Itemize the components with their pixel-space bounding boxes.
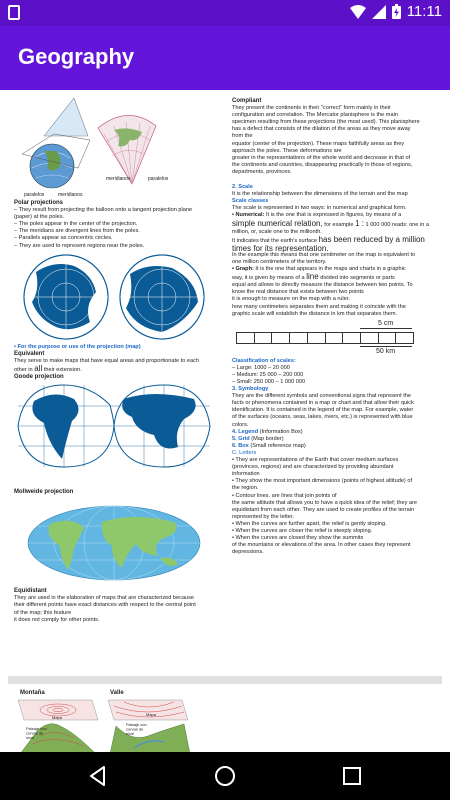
polar-list bbox=[14, 207, 214, 250]
letters-line: the region. bbox=[232, 485, 259, 492]
scale-top-label: 5 cm bbox=[378, 319, 394, 327]
fig-montana-label-curvas: curvas de bbox=[26, 730, 44, 736]
numerical-example: for example bbox=[324, 221, 354, 228]
page-divider bbox=[8, 676, 442, 684]
letters-list bbox=[232, 457, 440, 556]
compliant-line: configuration and correlation. The Mercator planisphere is the main bbox=[232, 112, 398, 119]
compliant-line: departments, provinces. bbox=[232, 168, 292, 175]
numerical-line2 bbox=[232, 220, 440, 229]
letters-line: the same altitude that allows you to have a quick idea of the relief; they are bbox=[232, 499, 418, 506]
status-icons bbox=[350, 3, 442, 20]
left-column bbox=[14, 96, 214, 624]
sd-card-icon bbox=[8, 5, 20, 20]
grid-label: 5. Grid bbox=[232, 435, 250, 442]
compliant-title: Compliant bbox=[232, 98, 262, 104]
polar-line: – They result from projecting the balloon onto a tangent projection plane bbox=[14, 207, 193, 214]
mollweide-title: Mollweide projection bbox=[14, 489, 74, 496]
scale-title: 2. Scale bbox=[232, 184, 253, 191]
compliant-line: greater in the representations of the whole world and decrease in that of bbox=[232, 154, 411, 161]
graph-line1 bbox=[232, 266, 440, 273]
polar-title: Polar projections bbox=[14, 200, 64, 206]
goode-map-image bbox=[14, 381, 214, 471]
graph-line2-big: line bbox=[306, 272, 319, 282]
letters-line: of the mountains or elevations of the area. In other cases they represent bbox=[232, 542, 411, 549]
graph-line: know the real distance that exists between two points bbox=[232, 289, 364, 296]
scale-bottom-line bbox=[360, 346, 412, 347]
grid-text: (Map border) bbox=[251, 435, 284, 442]
symbology-line: identification. It is contained in the legend of the map. For example, water bbox=[232, 407, 414, 414]
equidistant-list bbox=[14, 595, 214, 623]
fig-montana-label-nivel: nivel bbox=[26, 735, 35, 740]
indicates-big: has been reduced by a million bbox=[318, 234, 425, 244]
numerical-reads: 1 000 000 reads: one in a bbox=[365, 221, 429, 228]
compliant-line: equator (center of the projection). These maps faithfully areas as they bbox=[232, 140, 405, 147]
grid-line bbox=[232, 436, 440, 443]
polar-line: (paper) at the poles. bbox=[14, 214, 65, 221]
compliant-line: approach the poles. These deformations are bbox=[232, 147, 342, 154]
status-time: 11:11 bbox=[406, 3, 442, 20]
status-bar bbox=[0, 0, 450, 26]
contour-figures bbox=[14, 686, 214, 752]
scale-classes-title: Scale classes bbox=[232, 198, 269, 205]
box-text: (Small reference map) bbox=[250, 442, 306, 449]
navigation-bar bbox=[0, 752, 450, 800]
wifi-icon bbox=[350, 5, 366, 19]
scale-bar bbox=[236, 332, 414, 344]
letters-line: • Contour lines. are lines that join points of bbox=[232, 492, 337, 499]
compliant-line: specimen resulting from these projections (the most used). This planisphere bbox=[232, 119, 420, 126]
signal-icon bbox=[372, 5, 386, 19]
letters-line: equidistant from each other. They are used to create profiles of the terrain bbox=[232, 506, 415, 513]
graph-line2-b: divided into segments or parts bbox=[320, 275, 395, 282]
app-title: Geography bbox=[18, 44, 135, 69]
fig-valle-label-mapa: Mapa bbox=[146, 712, 157, 717]
polar-line: – They are used to represent regions near the poles. bbox=[14, 242, 145, 249]
equivalent-line2 bbox=[14, 365, 214, 374]
compliant-line: from the bbox=[232, 133, 253, 140]
letters-line: information bbox=[232, 471, 260, 478]
numerical-line3: million, or, scale one to the millionth. bbox=[232, 228, 322, 235]
numerical-label: • Numerical: bbox=[232, 212, 265, 219]
letters-line: represented by the letter. bbox=[232, 513, 294, 520]
box-line bbox=[232, 443, 440, 450]
classification-title: Classification of scales: bbox=[232, 357, 296, 364]
classification-line: – Medium: 25 000 – 200 000 bbox=[232, 371, 304, 378]
symbology-line: They are the different symbols and conventional signs that represent the bbox=[232, 393, 412, 400]
legend-label: 4. Legend bbox=[232, 428, 259, 435]
polar-line: – Parallels appear as concentric circles. bbox=[14, 235, 113, 242]
equivalent-line2-a: other in bbox=[14, 366, 33, 373]
equivalent-title: Equivalent bbox=[14, 350, 45, 357]
polar-line: – The poles appear in the center of the projection. bbox=[14, 221, 138, 228]
letters-line: • When the curves are closer the relief is steeply sloping. bbox=[232, 527, 373, 534]
numerical-big1: simple numerical relation, bbox=[232, 218, 323, 228]
equidistant-line: their different points have exact distances with respect to the central point bbox=[14, 602, 196, 609]
equidistant-line: it does not comply for other points. bbox=[14, 616, 100, 623]
equivalent-line2-c: their extension. bbox=[43, 366, 82, 373]
right-column bbox=[232, 96, 440, 556]
letters-line: (provinces, regions) and are characterized by providing abundant bbox=[232, 464, 394, 471]
letters-line: depressions. bbox=[232, 549, 264, 556]
polar-line: – The meridians are divergent lines from the poles. bbox=[14, 228, 140, 235]
recents-icon[interactable] bbox=[340, 764, 364, 788]
symbology-title: 3. Symbology bbox=[232, 386, 269, 393]
example-line: one million centimeters of the territory. bbox=[232, 258, 327, 265]
goode-title: Goode projection bbox=[14, 374, 64, 381]
fig-valle-label-curvas: curvas de bbox=[126, 726, 144, 732]
polar-map-image bbox=[14, 252, 214, 342]
classification-line: – Large: 1000 – 20 000 bbox=[232, 364, 290, 371]
mollweide-map-image bbox=[14, 504, 214, 582]
app-bar bbox=[0, 26, 450, 90]
numerical-text: It is the one that is expressed in figures, by means of a bbox=[266, 212, 402, 219]
scale-definition: It is the relationship between the dimensions of the terrain and the map bbox=[232, 191, 408, 198]
compliant-list bbox=[232, 105, 440, 176]
compliant-line: the continents and countries, disappearing practically in those of regions, bbox=[232, 161, 413, 168]
graphic-scale bbox=[232, 318, 440, 358]
equidistant-title: Equidistant bbox=[14, 588, 47, 595]
compliant-line: has a defect that consists of the dilation of the areas as they move away bbox=[232, 126, 411, 133]
graph-label: • Graph: bbox=[232, 266, 254, 273]
numerical-big2: 1 : bbox=[355, 218, 364, 228]
fig-montana-label-mapa: Mapa bbox=[52, 715, 63, 720]
letters-line: • When the curves are further apart, the relief is gently sloping. bbox=[232, 520, 387, 527]
document-view[interactable] bbox=[0, 90, 450, 752]
letters-line: • They show the most important dimensions (points of highest altitude) of bbox=[232, 478, 413, 485]
letters-title: C. Letters bbox=[232, 449, 257, 456]
back-icon[interactable] bbox=[86, 764, 110, 788]
graph-line: equal and allows to directly measure the distance between two points. To bbox=[232, 282, 413, 289]
legend-line bbox=[232, 429, 440, 436]
graph-line2 bbox=[232, 273, 440, 282]
graph-line: graphic scale will establish the distance in km that separates them. bbox=[232, 310, 398, 317]
box-label: 6. Box bbox=[232, 442, 249, 449]
letters-line: • They are representations of the Earth that cover medium surfaces bbox=[232, 457, 399, 464]
figure-label-paralelos-2: paralelos bbox=[148, 176, 169, 182]
example-line: In the example this means that one centimeter on the map is equivalent to bbox=[232, 251, 416, 258]
graph-line2-a: way, it is given by means of a bbox=[232, 275, 305, 282]
scale-representation: The scale is represented in two ways: in numerical and graphical form. bbox=[232, 205, 407, 212]
polar-projection-figure bbox=[14, 96, 214, 200]
equidistant-line: They are used in the elaboration of maps that are characterized because bbox=[14, 595, 195, 602]
letters-line: • When the curves are closed they show the summits bbox=[232, 535, 364, 542]
home-icon[interactable] bbox=[213, 764, 237, 788]
battery-charging-icon bbox=[392, 4, 401, 19]
graph-line: how many centimeters separates them and making it coincide with the bbox=[232, 303, 406, 310]
equidistant-line: of the map; this feature bbox=[14, 609, 72, 616]
figure-label-paralelos-1: paralelos bbox=[24, 192, 45, 198]
equivalent-line2-b: all bbox=[34, 363, 43, 373]
symbology-line: facts or phenomena contained in a map or chart and that allow their quick bbox=[232, 400, 414, 407]
figure-label-meridianos-2: meridianos bbox=[106, 176, 131, 182]
symbology-line: colors. bbox=[232, 421, 249, 428]
fig-valle-title: Valle bbox=[110, 690, 124, 696]
scale-top-line bbox=[360, 328, 412, 329]
scale-bottom-label: 50 km bbox=[376, 347, 396, 355]
symbology-line: of the surfaces (oceans, seas, lakes, rivers, etc.) is represented with blue bbox=[232, 414, 413, 421]
figure-label-meridianos-1: meridianos bbox=[58, 192, 83, 198]
fig-valle-label-nivel: nivel bbox=[126, 731, 135, 736]
graph-line: it is enough to measure on the map with a ruler. bbox=[232, 296, 350, 303]
fig-montana-label-paisaje: Paisaje con bbox=[26, 726, 47, 731]
classification-line: – Small: 250 000 – 1 000 000 bbox=[232, 379, 306, 385]
equivalent-line1: They serve to make maps that have equal areas and proportionate to each bbox=[14, 357, 200, 364]
purpose-title: • For the purpose or use of the projection (map) bbox=[14, 343, 141, 350]
fig-montana-title: Montaña bbox=[20, 690, 45, 696]
graph-text: It is the one that appears in the maps and charts in a graphic bbox=[255, 266, 406, 273]
fig-valle-label-paisaje: Paisaje con bbox=[126, 722, 147, 727]
indicates-text: It indicates that the earth's surface bbox=[232, 237, 318, 244]
compliant-line: They present the continents in their "correct" form mainly in their bbox=[232, 105, 391, 112]
indicates-line2: times for its representation. bbox=[232, 243, 329, 253]
legend-text: (Information Box) bbox=[259, 428, 303, 435]
